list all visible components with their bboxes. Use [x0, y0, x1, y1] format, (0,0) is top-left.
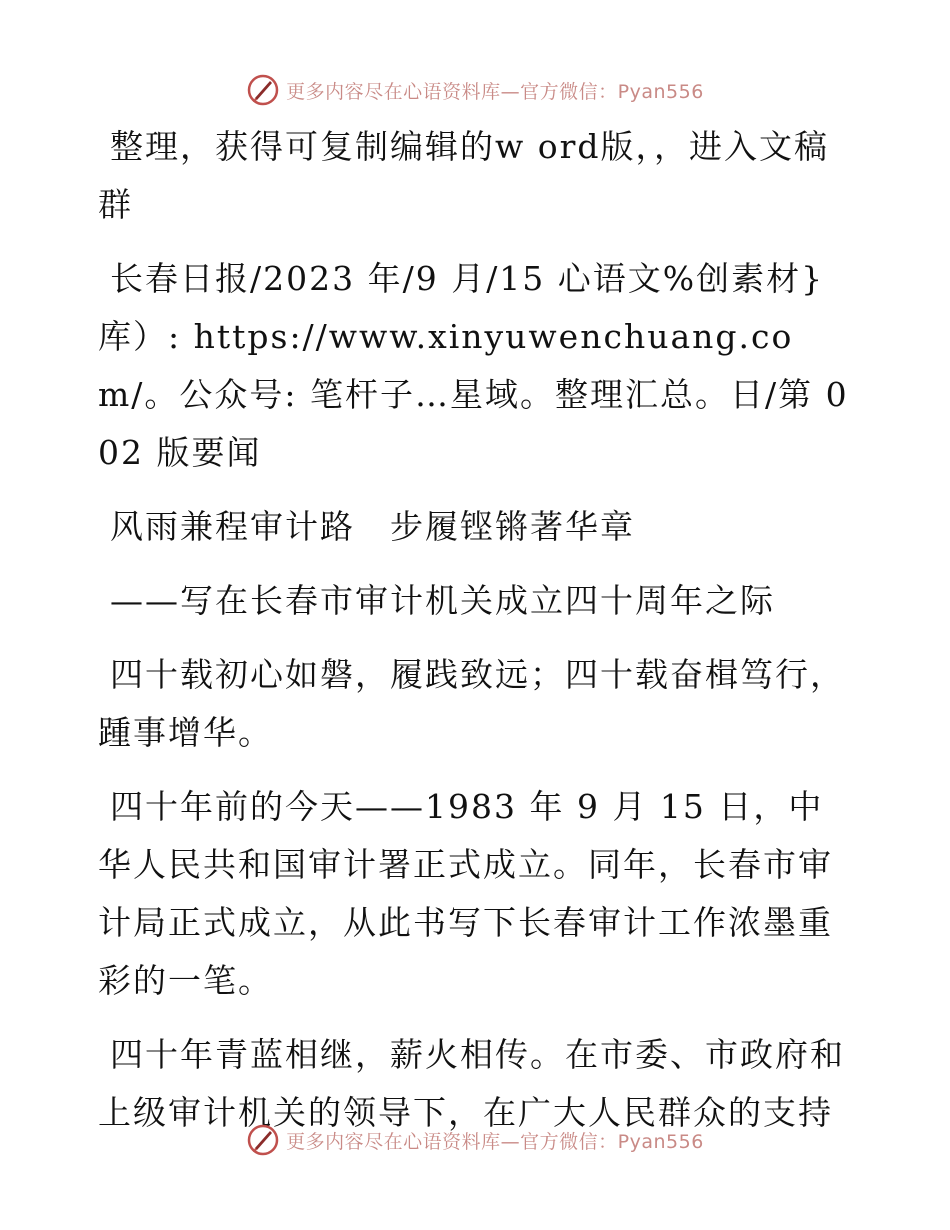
header-watermark [0, 70, 950, 110]
footer-watermark [0, 1120, 950, 1160]
article-subtitle: ——写在长春市审计机关成立四十周年之际 [110, 581, 775, 620]
watermark-text: 更多内容尽在心语资料库—官方微信：Pyan556 [286, 80, 704, 103]
document-body [98, 118, 858, 1158]
watermark-text: 更多内容尽在心语资料库—官方微信：Pyan556 [286, 1130, 704, 1153]
paragraph: 四十年前的今天——1983 年 9 月 15 日，中华人民共和国审计署正式成立。同年，长春市审计局正式成立，从此书写下长春审计工作浓墨重彩的一笔。 [98, 787, 833, 1000]
quill-logo-icon [246, 73, 280, 107]
paragraph: 长春日报/2023 年/9 月/15 心语文%创素材}库）: https://www.xinyuwenchuang.com/。公众号: 笔杆子…星域。整理汇总。日/第 002 版要闻 [98, 259, 849, 472]
paragraph: 四十年青蓝相继，薪火相传。在市委、市政府和上级审计机关的领导下，在广大人民群众的支持 [98, 1035, 845, 1132]
article-title: 风雨兼程审计路 步履铿锵著华章 [110, 507, 635, 546]
paragraph: 四十载初心如磐，履践致远；四十载奋楫笃行，踵事增华。 [98, 655, 845, 752]
paragraph: 整理，获得可复制编辑的w ord版，，进入文稿群 [98, 127, 830, 224]
quill-logo-icon [246, 1123, 280, 1157]
